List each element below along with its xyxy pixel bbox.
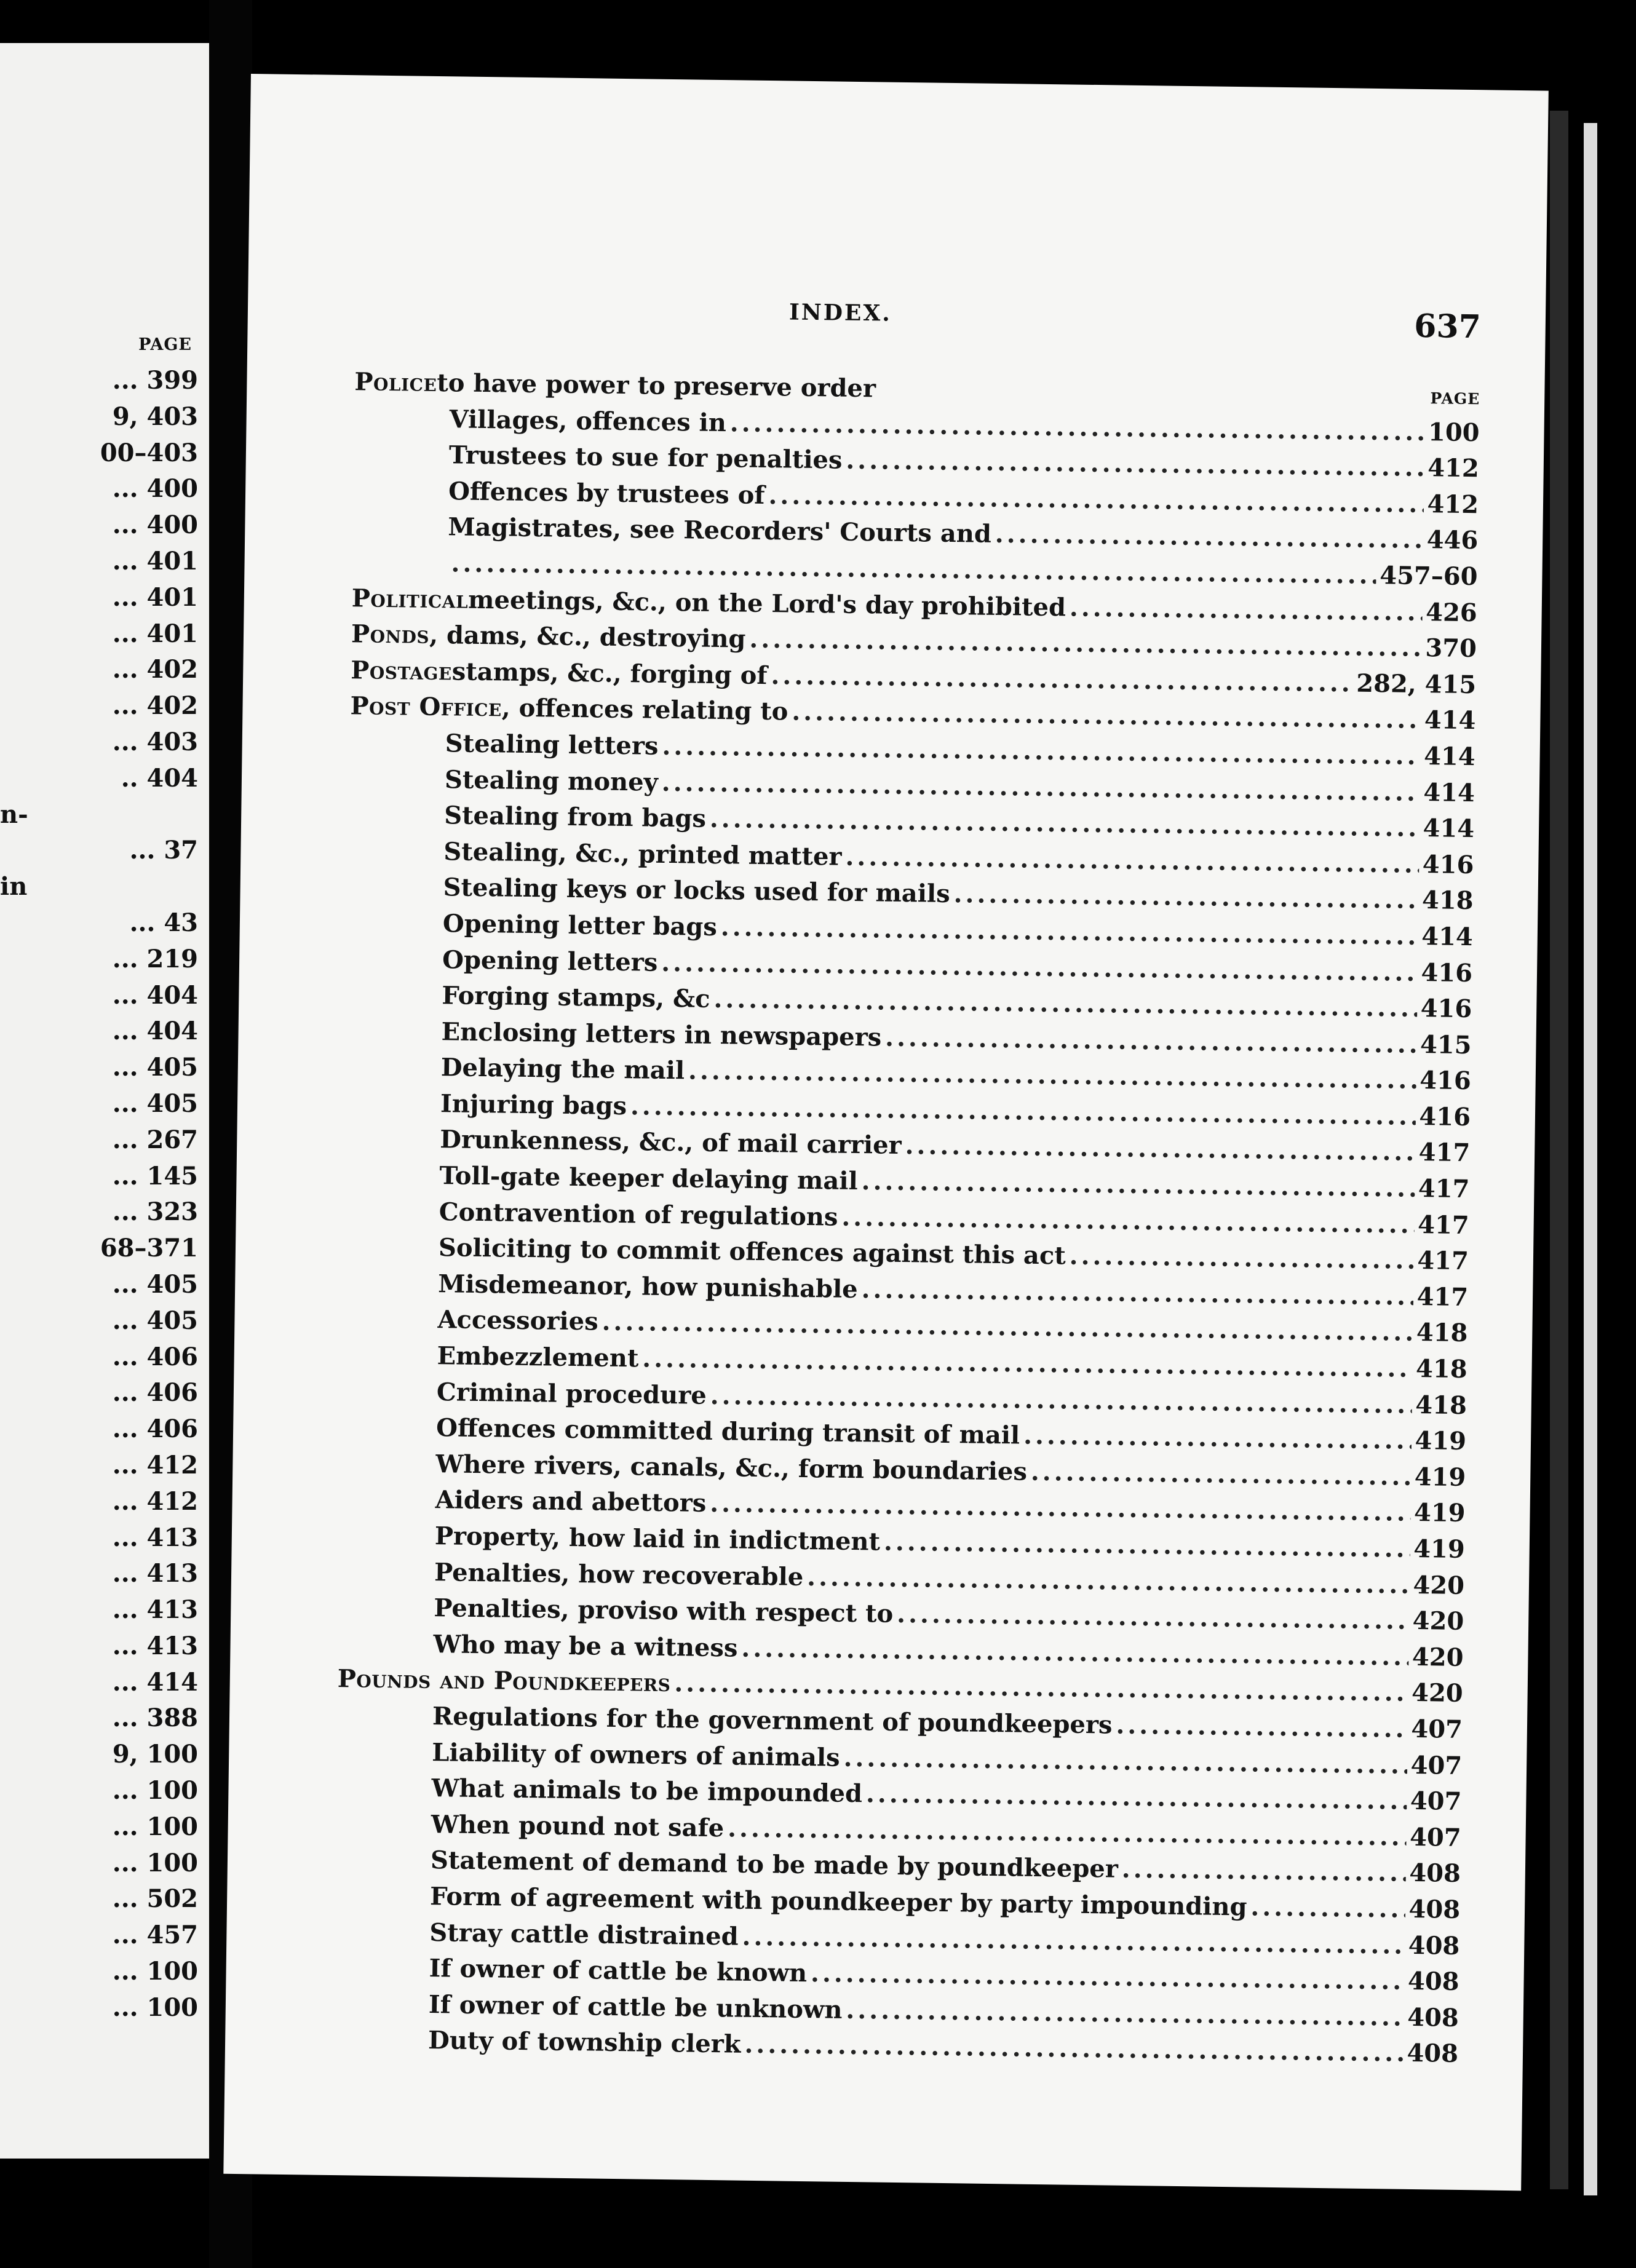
entry-page-reference: 408 — [1407, 2002, 1459, 2032]
left-page-line: 9, 403 — [112, 402, 198, 431]
entry-page-reference: 408 — [1408, 1894, 1461, 1924]
entry-page-reference: 416 — [1419, 1066, 1472, 1096]
entry-page-reference: 416 — [1419, 1101, 1471, 1132]
left-page-line: ... 413 — [112, 1523, 198, 1552]
entry-text: Embezzlement — [437, 1341, 639, 1373]
left-page-line: ... 406 — [112, 1378, 198, 1408]
left-page-line: ... 404 — [112, 980, 198, 1010]
dot-leader — [1069, 1239, 1413, 1279]
left-page-line: ... 413 — [112, 1559, 198, 1588]
left-page-column-label: PAGE — [138, 335, 192, 354]
entry-text: , offences relating to — [501, 693, 788, 726]
left-page-line: ... 404 — [112, 1017, 198, 1046]
entry-text: Trustees to sue for penalties — [448, 440, 843, 475]
entry-page-reference: 416 — [1422, 849, 1474, 879]
left-page-line: ... 406 — [112, 1414, 198, 1444]
entry-text: Who may be a witness — [433, 1629, 738, 1663]
entry-term: Police — [354, 367, 437, 397]
entry-page-reference: 408 — [1407, 1967, 1459, 1997]
entry-page-reference: 417 — [1418, 1174, 1470, 1204]
entry-term: Postage — [351, 655, 453, 686]
entry-page-reference: 417 — [1418, 1138, 1471, 1168]
entry-text: Toll-gate keeper delaying mail — [439, 1161, 859, 1196]
left-page-page-numbers — [0, 363, 198, 2026]
entry-text: Offences committed during transit of mail — [435, 1413, 1020, 1450]
entry-page-reference: 414 — [1421, 921, 1474, 952]
entry-text: Opening letter bags — [442, 909, 718, 942]
left-page-line: in — [0, 872, 28, 902]
dot-leader — [1250, 1889, 1405, 1927]
left-page-line: 00–403 — [100, 438, 198, 467]
entry-page-reference: 419 — [1415, 1426, 1467, 1456]
entry-text: Forging stamps, &c — [442, 981, 710, 1013]
entry-term: Political — [351, 583, 469, 614]
entry-page-reference: 457–60 — [1380, 561, 1478, 592]
entry-page-reference: 420 — [1412, 1606, 1464, 1636]
entry-text: Liability of owners of animals — [431, 1737, 840, 1772]
left-page-line: ... 405 — [112, 1088, 198, 1118]
entry-text: If owner of cattle be known — [429, 1954, 808, 1988]
left-page-line: ... 37 — [129, 836, 198, 865]
entry-page-reference: 100 — [1428, 417, 1480, 447]
left-page-line: ... 402 — [112, 691, 198, 721]
left-page-line: ... 323 — [112, 1197, 198, 1227]
entry-text: Penalties, how recoverable — [434, 1557, 804, 1592]
entry-text: Stray cattle distrained — [429, 1917, 739, 1951]
entry-text: Villages, offences in — [449, 404, 727, 437]
running-head: INDEX. — [788, 299, 892, 327]
entry-text: Criminal procedure — [436, 1377, 707, 1410]
left-page-line: ... 400 — [112, 510, 198, 540]
entry-page-reference: 407 — [1409, 1822, 1461, 1852]
left-page-line: 68–371 — [100, 1234, 198, 1263]
left-page-line: ... 457 — [112, 1921, 198, 1950]
entry-text: meetings, &c., on the Lord's day prohibited — [467, 585, 1066, 622]
dot-leader — [1023, 1418, 1412, 1459]
entry-text: to have power to preserve order — [437, 368, 876, 403]
entry-page-reference: 407 — [1410, 1786, 1462, 1817]
entry-page-reference: 414 — [1423, 741, 1475, 772]
entry-page-reference: 412 — [1427, 453, 1480, 483]
left-page-line: ... 502 — [112, 1884, 198, 1914]
entry-text: Aiders and abettors — [435, 1485, 707, 1518]
entry-text: Stealing letters — [445, 729, 659, 761]
entry-page-reference: 418 — [1421, 886, 1474, 916]
entry-term: Ponds — [351, 619, 430, 650]
entry-page-reference: 419 — [1413, 1498, 1466, 1528]
left-page-line: ... 100 — [112, 1957, 198, 1986]
entry-text: Offences by trustees of — [448, 477, 765, 510]
left-page-line: ... 400 — [112, 474, 198, 504]
left-page-line: ... 100 — [112, 1992, 198, 2022]
entry-text: Regulations for the government of poundkeepers — [432, 1702, 1113, 1740]
entry-page-reference: 407 — [1411, 1714, 1463, 1744]
entry-text: Duty of township clerk — [427, 2026, 741, 2060]
entry-text: Opening letters — [442, 945, 658, 977]
entry-page-reference: 417 — [1417, 1210, 1469, 1240]
entry-text: Accessories — [437, 1305, 598, 1337]
left-page-line: n- — [0, 799, 28, 829]
left-page-line: ... 414 — [112, 1667, 198, 1697]
entry-page-reference: 412 — [1427, 489, 1479, 519]
entry-text: Stealing keys or locks used for mails — [443, 873, 950, 909]
left-page-line: ... 405 — [112, 1053, 198, 1082]
entry-text: Contravention of regulations — [439, 1197, 838, 1232]
left-page-line: ... 405 — [112, 1269, 198, 1299]
entry-text: , dams, &c., destroying — [429, 621, 746, 654]
dot-leader — [1031, 1454, 1412, 1496]
entry-page-reference: 282, 415 — [1356, 668, 1477, 699]
entry-text: Form of agreement with poundkeeper by party impounding — [429, 1882, 1247, 1922]
left-page-line: ... 412 — [112, 1450, 198, 1480]
left-page-line: ... 399 — [112, 366, 198, 395]
entry-page-reference: 418 — [1416, 1318, 1468, 1348]
entry-text: Property, how laid in indictment — [434, 1521, 881, 1556]
right-page — [223, 74, 1549, 2191]
entry-text: Enclosing letters in newspapers — [441, 1017, 882, 1052]
left-page-line: ... 413 — [112, 1631, 198, 1660]
dot-leader — [1116, 1708, 1408, 1748]
entry-text: Injuring bags — [440, 1089, 627, 1121]
entry-text: If owner of cattle be unknown — [428, 1989, 843, 2024]
left-page-line: ... 405 — [112, 1306, 198, 1335]
entry-text: Penalties, proviso with respect to — [434, 1593, 894, 1629]
dot-leader — [1121, 1852, 1405, 1892]
entry-page-reference: 418 — [1415, 1390, 1467, 1420]
entry-page-reference: 420 — [1412, 1642, 1464, 1672]
entry-page-reference: 420 — [1411, 1678, 1463, 1708]
left-page-line: ... 401 — [112, 619, 198, 648]
entry-page-reference: 446 — [1426, 525, 1479, 555]
left-page-line: ... 406 — [112, 1342, 198, 1371]
entry-page-reference: 415 — [1420, 1029, 1472, 1060]
entry-text: Delaying the mail — [440, 1053, 685, 1085]
entry-text: Misdemeanor, how punishable — [437, 1269, 858, 1304]
entry-page-reference: 407 — [1410, 1750, 1463, 1780]
entry-page-reference: 408 — [1407, 2039, 1459, 2069]
dot-leader — [953, 876, 1418, 918]
entry-text: Magistrates, see Recorders' Courts and — [448, 512, 992, 549]
entry-text: Stealing, &c., printed matter — [443, 836, 842, 871]
left-page-line: ... 401 — [112, 582, 198, 612]
dot-leader — [905, 1128, 1415, 1171]
left-page-line: .. 404 — [121, 763, 198, 793]
page-number: 637 — [1413, 307, 1482, 346]
left-page-line: ... 219 — [112, 944, 198, 973]
left-page-line: ... 413 — [112, 1595, 198, 1625]
page-edge-shadow — [1550, 111, 1568, 2189]
left-page-line: ... 401 — [112, 546, 198, 576]
page-column-label: PAGE — [1430, 389, 1480, 408]
left-page-line: 9, 100 — [112, 1740, 198, 1769]
entry-page-reference: 414 — [1423, 814, 1475, 844]
left-page-line: ... 100 — [112, 1848, 198, 1877]
entry-page-reference: 418 — [1415, 1354, 1467, 1384]
entry-page-reference: 370 — [1425, 633, 1477, 664]
left-page-line: ... 43 — [129, 908, 198, 937]
left-page — [0, 43, 209, 2159]
left-page-line: ... 402 — [112, 655, 198, 684]
entry-page-reference: 417 — [1416, 1282, 1469, 1312]
left-page-line: ... 100 — [112, 1776, 198, 1806]
dot-leader — [897, 1596, 1409, 1639]
entry-page-reference: 417 — [1417, 1246, 1469, 1276]
entry-page-reference: 426 — [1425, 597, 1478, 627]
entry-text: Soliciting to commit offences against this act — [438, 1233, 1066, 1271]
entry-text: What animals to be impounded — [431, 1774, 863, 1809]
left-page-line: ... 412 — [112, 1486, 198, 1516]
entry-term: Pounds and Poundkeepers — [337, 1664, 671, 1698]
dot-leader — [995, 517, 1423, 558]
entry-page-reference: 414 — [1424, 705, 1476, 736]
left-page-line: ... 403 — [112, 727, 198, 756]
left-page-line: ... 145 — [112, 1161, 198, 1191]
entry-term: Post Office — [350, 691, 502, 723]
entry-text: Statement of demand to be made by poundkeeper — [430, 1846, 1119, 1884]
entry-text: When pound not safe — [431, 1809, 725, 1843]
entry-page-reference: 419 — [1414, 1462, 1466, 1492]
entry-page-reference: 416 — [1421, 958, 1473, 988]
entry-text: Stealing money — [444, 764, 659, 797]
entry-page-reference: 420 — [1413, 1570, 1465, 1600]
entry-page-reference: 408 — [1409, 1858, 1461, 1889]
page-edge — [1584, 123, 1597, 2195]
entry-text: stamps, &c., forging of — [451, 657, 768, 690]
entry-text: Stealing from bags — [443, 801, 707, 833]
entry-page-reference: 416 — [1420, 994, 1472, 1024]
left-page-line: ... 100 — [112, 1812, 198, 1841]
entry-page-reference: 414 — [1423, 777, 1475, 807]
entry-text: Drunkenness, &c., of mail carrier — [440, 1125, 902, 1160]
left-page-line: ... 388 — [112, 1703, 198, 1733]
index-entries — [225, 363, 1545, 2073]
left-page-line: ... 267 — [112, 1125, 198, 1154]
entry-text: Where rivers, canals, &c., form boundaries — [435, 1449, 1028, 1486]
entry-page-reference: 419 — [1413, 1534, 1466, 1564]
entry-page-reference: 408 — [1408, 1930, 1460, 1961]
dot-leader — [1070, 590, 1423, 630]
